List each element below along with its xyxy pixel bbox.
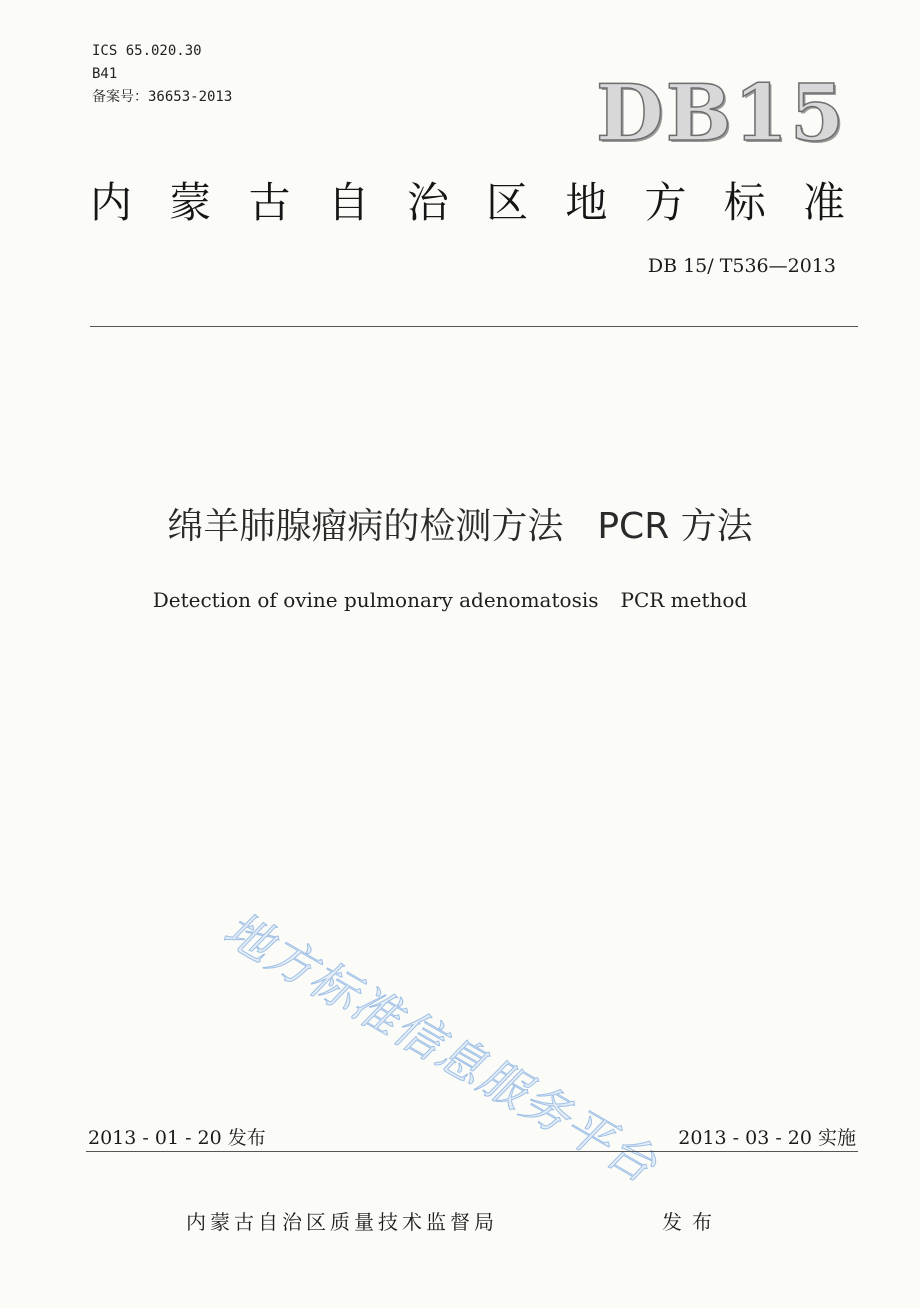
watermark: 地方标准信息服务平台	[214, 901, 667, 1195]
standard-type-char: 区	[486, 178, 529, 227]
filing-number: 备案号：36653-2013	[92, 89, 233, 105]
standard-type-char: 准	[802, 178, 845, 227]
issue-date: 2013 - 01 - 20 发布	[88, 1127, 266, 1149]
top-divider	[90, 326, 858, 327]
db15-logo: DB15	[596, 68, 847, 159]
ics-code: ICS 65.020.30	[92, 43, 202, 59]
standard-type-char: 古	[248, 178, 291, 227]
bottom-divider	[86, 1151, 858, 1152]
standard-type-char: 地	[565, 178, 608, 227]
implementation-date: 2013 - 03 - 20 实施	[678, 1127, 856, 1149]
english-title-sub: PCR method	[620, 588, 748, 612]
standard-number: DB 15/ T536—2013	[647, 255, 836, 277]
issuing-authority: 内蒙古自治区质量技术监督局	[186, 1210, 498, 1234]
standard-type-char: 蒙	[169, 178, 212, 227]
ccs-code: B41	[92, 66, 118, 82]
chinese-title	[0, 504, 920, 550]
classification-block	[92, 40, 232, 109]
english-title-main: Detection of ovine pulmonary adenomatosis	[152, 588, 599, 612]
chinese-title-main: 绵羊肺腺瘤病的检测方法	[167, 506, 564, 547]
standard-type-char: 方	[644, 178, 687, 227]
standard-type-char: 治	[406, 178, 449, 227]
standard-type-heading	[90, 178, 845, 228]
standard-type-char: 自	[327, 178, 370, 227]
standard-type-char: 内	[90, 178, 133, 227]
english-title	[0, 586, 900, 614]
standard-type-char: 标	[723, 178, 766, 227]
chinese-title-sub: PCR 方法	[597, 506, 753, 547]
publish-label: 发布	[662, 1210, 722, 1234]
